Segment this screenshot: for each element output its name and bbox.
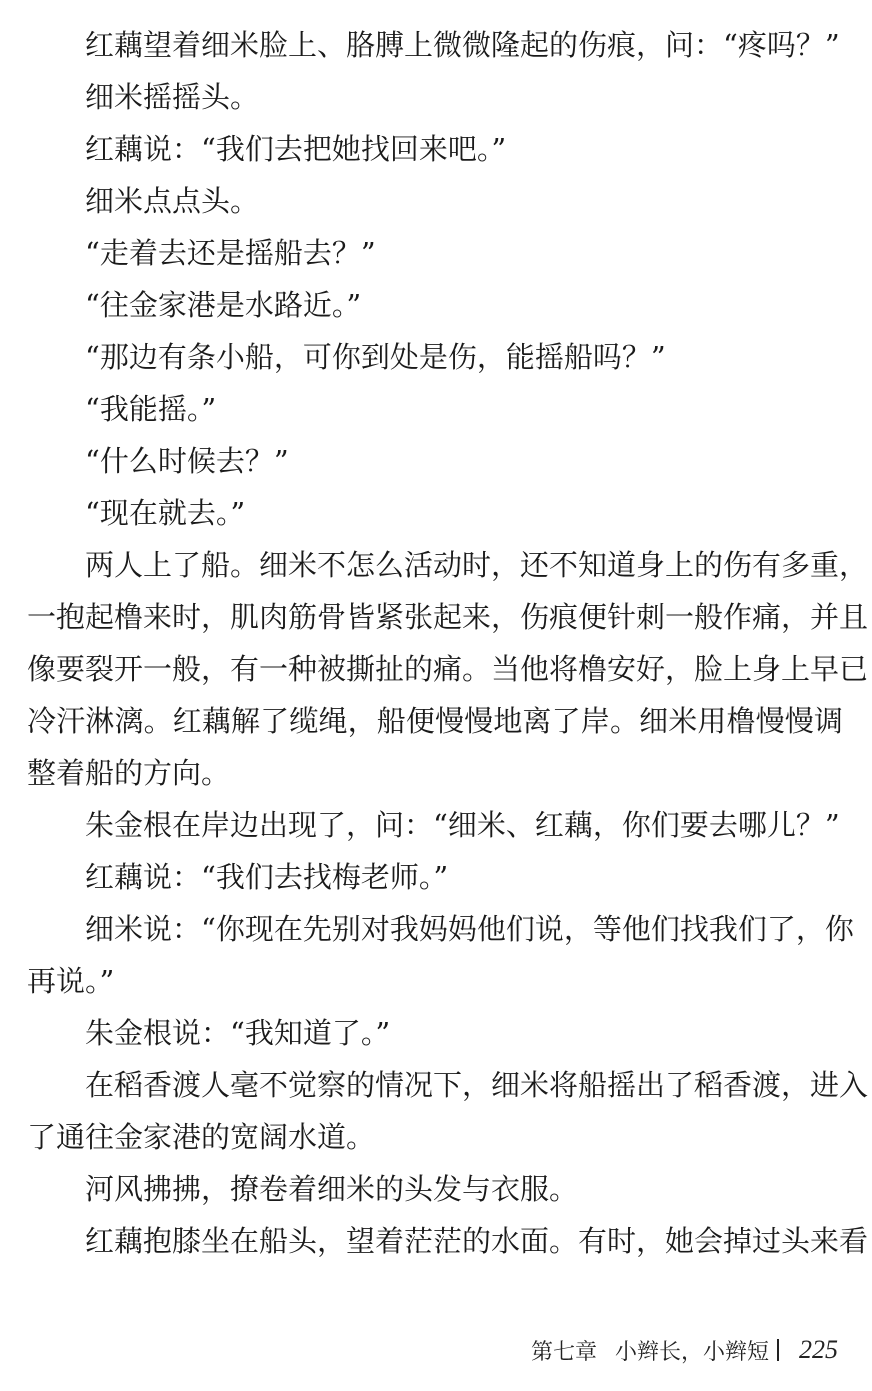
text-line: 在稻香渡人毫不觉察的情况下，细米将船摇出了稻香渡，进入 — [85, 1068, 869, 1102]
page-number: 225 — [799, 1335, 838, 1364]
body-text — [27, 19, 869, 1267]
text-line: 再说。” — [27, 964, 115, 998]
text-line: 一抱起橹来时，肌肉筋骨皆紧张起来，伤痕便针刺一般作痛，并且 — [27, 600, 869, 634]
chapter-title: 小辫长，小辫短 — [614, 1339, 769, 1365]
text-line: 红藕说：“我们去把她找回来吧。” — [85, 132, 507, 166]
text-line: 像要裂开一般，有一种被撕扯的痛。当他将橹安好，脸上身上早已 — [27, 652, 869, 686]
text-line: 两人上了船。细米不怎么活动时，还不知道身上的伤有多重， — [85, 548, 869, 582]
text-line: 红藕说：“我们去找梅老师。” — [85, 860, 449, 894]
text-line: 细米点点头。 — [85, 184, 260, 218]
page-footer — [531, 1330, 838, 1370]
text-line: “走着去还是摇船去？” — [85, 236, 376, 270]
text-line: 朱金根在岸边出现了，问：“细米、红藕，你们要去哪儿？” — [85, 808, 840, 842]
text-line: 红藕望着细米脸上、胳膊上微微隆起的伤痕，问：“疼吗？” — [85, 28, 840, 62]
text-line: 朱金根说：“我知道了。” — [85, 1016, 391, 1050]
text-line: “什么时候去？” — [85, 444, 289, 478]
text-line: 细米说：“你现在先别对我妈妈他们说，等他们找我们了，你 — [85, 912, 854, 946]
text-line: “现在就去。” — [85, 496, 246, 530]
text-line: 冷汗淋漓。红藕解了缆绳，船便慢慢地离了岸。细米用橹慢慢调 — [27, 704, 843, 738]
chapter-label: 第七章 — [530, 1339, 597, 1365]
text-line: “那边有条小船，可你到处是伤，能摇船吗？” — [85, 340, 666, 374]
text-line: 红藕抱膝坐在船头，望着茫茫的水面。有时，她会掉过头来看 — [85, 1224, 869, 1258]
divider — [777, 1339, 779, 1361]
text-line: 河风拂拂，撩卷着细米的头发与衣服。 — [85, 1172, 579, 1206]
text-line: 细米摇摇头。 — [85, 80, 260, 114]
text-line: 整着船的方向。 — [27, 756, 231, 790]
text-line: “我能摇。” — [85, 392, 217, 426]
text-line: “往金家港是水路近。” — [85, 288, 362, 322]
text-line: 了通往金家港的宽阔水道。 — [27, 1120, 376, 1154]
